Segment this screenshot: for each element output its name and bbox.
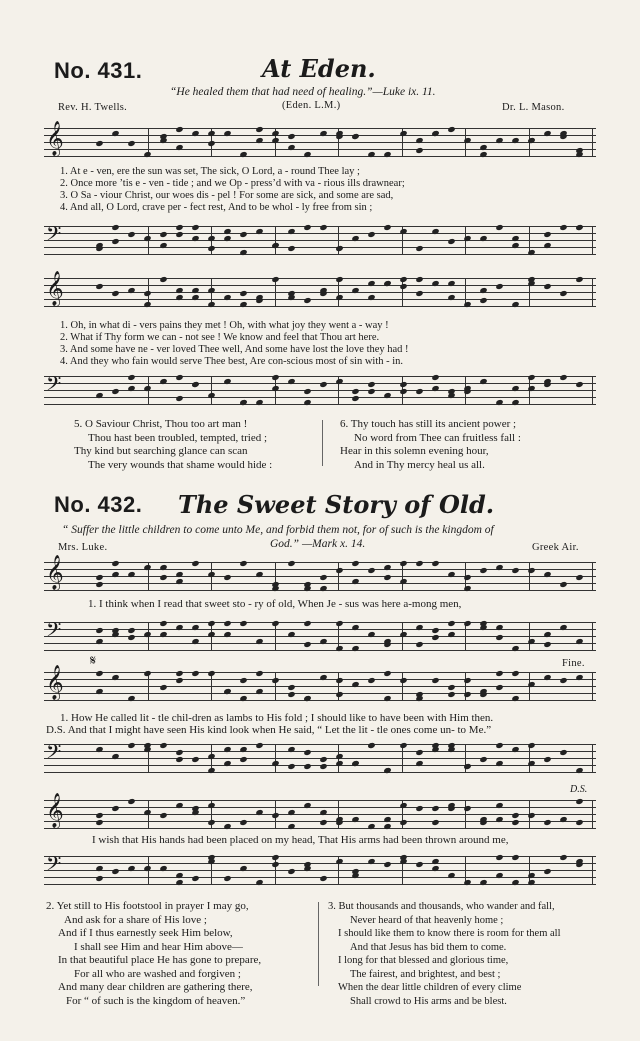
notehead (335, 276, 343, 283)
notehead (415, 388, 423, 395)
notehead (319, 819, 327, 826)
notehead (223, 574, 231, 581)
notehead (191, 224, 199, 231)
hymn-432-tune: Greek Air. (532, 542, 579, 553)
notehead (191, 756, 199, 763)
verse-line: And that Jesus has bid them to come. (350, 941, 507, 953)
verse-line: I long for that blessed and glorious time, (338, 955, 509, 966)
notehead (527, 567, 535, 574)
notehead (383, 574, 391, 581)
verse-line: 3. But thousands and thousands, who wander and fall, (328, 901, 555, 912)
notehead (239, 290, 247, 297)
notehead (111, 388, 119, 395)
notehead (575, 574, 583, 581)
notehead (111, 868, 119, 875)
barline (465, 800, 466, 829)
notehead (511, 670, 519, 677)
hymn-432-s2-lyric-2: D.S. And that I might have seen His kind look when He said, “ Let the lit - tle ones come un- to Me.” (46, 724, 492, 736)
notehead (175, 224, 183, 231)
notehead (303, 763, 311, 770)
notehead (543, 756, 551, 763)
barline (402, 672, 403, 701)
hymn-431-s1-lyric-2: 2. Once more ’tis e - ven - tide ; and we Op - press’d with va - rious ills drawnear; (60, 178, 405, 189)
notehead (335, 691, 343, 698)
notehead (175, 231, 183, 238)
hymn-431-title: At Eden. (262, 54, 376, 83)
hymn-431-epigraph: “He healed them that had need of healing.”—Luke ix. 11. (170, 86, 436, 98)
notehead (543, 231, 551, 238)
notehead (559, 133, 567, 140)
notehead (415, 861, 423, 868)
notehead (95, 812, 103, 819)
barline (592, 856, 593, 885)
barline (592, 672, 593, 701)
notehead (111, 238, 119, 245)
bass-clef-icon: 𝄢 (46, 618, 62, 646)
notehead (159, 812, 167, 819)
hymn-431-author: Rev. H. Twells. (58, 102, 128, 113)
notehead (111, 560, 119, 567)
notehead (239, 756, 247, 763)
verse-line: For all who are washed and forgiven ; (74, 967, 241, 980)
verse-line: No word from Thee can fruitless fall : (354, 431, 521, 444)
verse-line: The fairest, and brightest, and best ; (350, 968, 501, 980)
barline (592, 226, 593, 255)
segno-icon: 𝄋 (90, 654, 97, 669)
notehead (175, 126, 183, 133)
notehead (271, 677, 279, 684)
notehead (463, 620, 471, 627)
notehead (287, 868, 295, 875)
notehead (319, 763, 327, 770)
notehead (303, 297, 311, 304)
notehead (175, 677, 183, 684)
notehead (191, 875, 199, 882)
notehead (575, 381, 583, 388)
barline (211, 376, 212, 405)
notehead (383, 861, 391, 868)
notehead (95, 140, 103, 147)
notehead (143, 670, 151, 677)
notehead (287, 560, 295, 567)
hymn-431-s2-lyric-1: 1. Oh, in what di - vers pains they met ! Oh, with what joy they went a - way ! (60, 320, 389, 331)
hymn-431-treble-staff-2 (44, 271, 596, 308)
hymn-431-s1-lyric-1: 1. At e - ven, ere the sun was set, The sick, O Lord, a - round Thee lay ; (60, 166, 360, 177)
notehead (415, 276, 423, 283)
hymn-432-treble-staff-3 (44, 793, 596, 830)
notehead (431, 374, 439, 381)
notehead (287, 245, 295, 252)
treble-clef-icon: 𝄞 (46, 793, 64, 828)
treble-clef-icon: 𝄞 (46, 121, 64, 156)
notehead (415, 245, 423, 252)
notehead (271, 854, 279, 861)
verse-line: In that beautiful place He has gone to prepare, (58, 954, 262, 966)
notehead (447, 684, 455, 691)
notehead (303, 224, 311, 231)
hymn-431-s2-lyric-3: 3. And some have ne - ver loved Thee well, And some have lost the love they had ! (60, 344, 409, 355)
notehead (159, 620, 167, 627)
notehead (367, 388, 375, 395)
notehead (111, 805, 119, 812)
notehead (463, 677, 471, 684)
notehead (223, 875, 231, 882)
notehead (399, 742, 407, 749)
verse-line: When the dear little children of every clime (338, 982, 522, 993)
notehead (319, 224, 327, 231)
hymn-432-treble-staff-2 (44, 665, 596, 702)
verse-divider (322, 420, 323, 466)
barline (592, 376, 593, 405)
verse-line: Thy kind but searching glance can scan (74, 445, 248, 457)
notehead (415, 560, 423, 567)
barline (211, 672, 212, 701)
notehead (543, 641, 551, 648)
verse-divider (318, 902, 319, 986)
notehead (207, 245, 215, 252)
barline (592, 744, 593, 773)
notehead (351, 560, 359, 567)
verse-line: I should like them to know there is room for them all (338, 928, 561, 939)
barline (148, 672, 149, 701)
bass-clef-icon: 𝄢 (46, 372, 62, 400)
notehead (287, 691, 295, 698)
notehead (367, 567, 375, 574)
verse-line: Never heard of that heavenly home ; (350, 914, 504, 926)
notehead (559, 677, 567, 684)
notehead (255, 742, 263, 749)
verse-line: And ask for a share of His love ; (64, 913, 207, 926)
notehead (367, 677, 375, 684)
notehead (287, 684, 295, 691)
notehead (495, 684, 503, 691)
notehead (95, 283, 103, 290)
notehead (223, 620, 231, 627)
notehead (255, 670, 263, 677)
notehead (511, 819, 519, 826)
notehead (127, 634, 135, 641)
notehead (159, 276, 167, 283)
notehead (127, 140, 135, 147)
treble-clef-icon: 𝄞 (46, 271, 64, 306)
verse-line: And in Thy mercy heal us all. (354, 458, 485, 471)
notehead (175, 395, 183, 402)
notehead (95, 581, 103, 588)
notehead (399, 560, 407, 567)
hymn-432-bass-staff-1 (44, 618, 596, 652)
barline (275, 226, 276, 255)
notehead (495, 224, 503, 231)
notehead (527, 742, 535, 749)
verse-line: 6. Thy touch has still its ancient power ; (340, 418, 517, 430)
notehead (127, 374, 135, 381)
verse-line: Thou hast been troubled, tempted, tried ; (88, 431, 268, 444)
hymn-431-verse-5 (74, 418, 272, 472)
notehead (127, 627, 135, 634)
notehead (95, 574, 103, 581)
hymn-432-number: No. 432. (54, 492, 143, 517)
notehead (399, 381, 407, 388)
verse-line: Shall crowd to His arms and be blest. (350, 995, 507, 1007)
verse-line: Hear in this solemn evening hour, (340, 445, 489, 457)
barline (529, 622, 530, 651)
notehead (495, 670, 503, 677)
notehead (479, 567, 487, 574)
notehead (383, 224, 391, 231)
notehead (399, 276, 407, 283)
notehead (159, 231, 167, 238)
barline (592, 128, 593, 157)
notehead (463, 763, 471, 770)
notehead (431, 805, 439, 812)
notehead (495, 854, 503, 861)
notehead (239, 560, 247, 567)
notehead (287, 763, 295, 770)
notehead (319, 756, 327, 763)
notehead (463, 691, 471, 698)
hymn-431-bass-staff-1 (44, 222, 596, 256)
notehead (271, 276, 279, 283)
barline (275, 744, 276, 773)
verse-line: 2. Yet still to His footstool in prayer I may go, (46, 900, 249, 912)
notehead (207, 620, 215, 627)
verse-line: And if I thus earnestly seek Him below, (58, 927, 233, 939)
notehead (575, 798, 583, 805)
notehead (271, 620, 279, 627)
notehead (415, 805, 423, 812)
ds-marking: D.S. (570, 784, 588, 795)
notehead (207, 670, 215, 677)
barline (592, 562, 593, 591)
notehead (239, 620, 247, 627)
notehead (351, 395, 359, 402)
notehead (175, 670, 183, 677)
hymn-432-title: The Sweet Story of Old. (178, 490, 495, 519)
notehead (463, 574, 471, 581)
notehead (559, 290, 567, 297)
notehead (415, 749, 423, 756)
notehead (335, 245, 343, 252)
notehead (447, 691, 455, 698)
notehead (255, 297, 263, 304)
hymn-431-composer: Dr. L. Mason. (502, 102, 565, 113)
hymn-431-s2-lyric-2: 2. What if Thy form we can - not see ! We know and feel that Thou art here. (60, 332, 380, 343)
hymn-432-author: Mrs. Luke. (58, 542, 108, 553)
notehead (559, 854, 567, 861)
notehead (127, 742, 135, 749)
notehead (415, 641, 423, 648)
notehead (239, 819, 247, 826)
notehead (495, 283, 503, 290)
barline (592, 800, 593, 829)
notehead (415, 147, 423, 154)
barline (592, 622, 593, 651)
notehead (303, 388, 311, 395)
notehead (335, 567, 343, 574)
notehead (303, 620, 311, 627)
hymn-431-treble-staff-1 (44, 121, 596, 158)
fine-marking: Fine. (562, 658, 585, 669)
notehead (463, 805, 471, 812)
notehead (95, 875, 103, 882)
notehead (127, 798, 135, 805)
bass-clef-icon: 𝄢 (46, 222, 62, 250)
notehead (367, 381, 375, 388)
notehead (255, 126, 263, 133)
hymn-432-verse-2 (46, 900, 261, 1008)
notehead (431, 560, 439, 567)
hymn-432-bass-staff-3 (44, 852, 596, 886)
notehead (447, 238, 455, 245)
notehead (511, 854, 519, 861)
notehead (367, 742, 375, 749)
notehead (559, 374, 567, 381)
hymn-431-s2-lyric-4: 4. And they who fain would serve Thee best, Are con-scious most of sin with - in. (60, 356, 404, 367)
notehead (495, 742, 503, 749)
notehead (575, 861, 583, 868)
hymn-431-number: No. 431. (54, 58, 143, 83)
notehead (399, 388, 407, 395)
notehead (575, 224, 583, 231)
notehead (351, 133, 359, 140)
hymn-432-epigraph-1: “ Suffer the little children to come unto Me, and forbid them not, for of such is the kingdom of (62, 524, 494, 536)
notehead (127, 231, 135, 238)
notehead (431, 819, 439, 826)
notehead (511, 567, 519, 574)
notehead (399, 283, 407, 290)
notehead (111, 224, 119, 231)
notehead (287, 133, 295, 140)
notehead (239, 677, 247, 684)
notehead (527, 812, 535, 819)
notehead (271, 374, 279, 381)
bass-clef-icon: 𝄢 (46, 740, 62, 768)
notehead (319, 875, 327, 882)
notehead (559, 581, 567, 588)
hymn-431-s1-lyric-4: 4. And all, O Lord, crave per - fect rest, And to be whol - ly free from sin ; (60, 202, 373, 213)
notehead (527, 374, 535, 381)
notehead (335, 677, 343, 684)
barline (338, 562, 339, 591)
hymn-432-s1-lyric: 1. I think when I read that sweet sto - ry of old, When Je - sus was here a-mong men, (88, 598, 462, 610)
treble-clef-icon: 𝄞 (46, 555, 64, 590)
notehead (111, 290, 119, 297)
notehead (271, 812, 279, 819)
hymn-431-tune: (Eden. L.M.) (282, 100, 341, 111)
notehead (479, 819, 487, 826)
notehead (143, 290, 151, 297)
notehead (303, 749, 311, 756)
barline (592, 278, 593, 307)
notehead (431, 677, 439, 684)
notehead (383, 641, 391, 648)
notehead (575, 276, 583, 283)
notehead (543, 868, 551, 875)
notehead (95, 670, 103, 677)
notehead (351, 388, 359, 395)
hymn-432-verse-3 (328, 900, 561, 1008)
notehead (159, 684, 167, 691)
notehead (511, 812, 519, 819)
hymn-432-s3-lyric: I wish that His hands had been placed on my head, That His arms had been thrown around me, (92, 834, 509, 846)
bass-clef-icon: 𝄢 (46, 852, 62, 880)
notehead (431, 627, 439, 634)
hymn-432-epigraph-2: God.” —Mark x. 14. (270, 538, 366, 550)
verse-line: 5. O Saviour Christ, Thou too art man ! (74, 418, 248, 430)
hymn-431-s1-lyric-3: 3. O Sa - viour Christ, our woes dis - pel ! For some are sick, and some are sad, (60, 190, 394, 201)
notehead (303, 641, 311, 648)
notehead (95, 819, 103, 826)
notehead (447, 620, 455, 627)
hymn-432-bass-staff-2 (44, 740, 596, 774)
verse-line: I shall see Him and hear Him above— (74, 940, 243, 953)
notehead (495, 634, 503, 641)
notehead (159, 574, 167, 581)
barline (529, 562, 530, 591)
notehead (479, 297, 487, 304)
barline (275, 672, 276, 701)
notehead (159, 742, 167, 749)
notehead (559, 749, 567, 756)
notehead (207, 819, 215, 826)
verse-line: And many dear children are gathering there, (58, 981, 253, 993)
treble-clef-icon: 𝄞 (46, 665, 64, 700)
notehead (399, 677, 407, 684)
notehead (95, 627, 103, 634)
notehead (399, 819, 407, 826)
notehead (271, 861, 279, 868)
notehead (479, 756, 487, 763)
hymn-432-s2-lyric-1: 1. How He called lit - tle chil-dren as lambs to His fold ; I should like to have been with Him then. (60, 712, 494, 724)
notehead (175, 749, 183, 756)
notehead (175, 374, 183, 381)
notehead (191, 560, 199, 567)
notehead (191, 381, 199, 388)
notehead (575, 819, 583, 826)
notehead (447, 126, 455, 133)
notehead (319, 381, 327, 388)
notehead (559, 224, 567, 231)
notehead (415, 290, 423, 297)
notehead (543, 283, 551, 290)
notehead (431, 634, 439, 641)
notehead (383, 670, 391, 677)
verse-line: For “ of such is the kingdom of heaven.” (66, 994, 246, 1007)
notehead (367, 231, 375, 238)
hymn-432-treble-staff-1 (44, 555, 596, 592)
hymn-431-verse-6 (340, 418, 521, 472)
notehead (207, 140, 215, 147)
hymn-431-bass-staff-2 (44, 372, 596, 406)
notehead (175, 756, 183, 763)
verse-line: The very wounds that shame would hide : (88, 458, 273, 471)
notehead (191, 670, 199, 677)
notehead (319, 574, 327, 581)
notehead (239, 231, 247, 238)
notehead (543, 819, 551, 826)
notehead (335, 620, 343, 627)
